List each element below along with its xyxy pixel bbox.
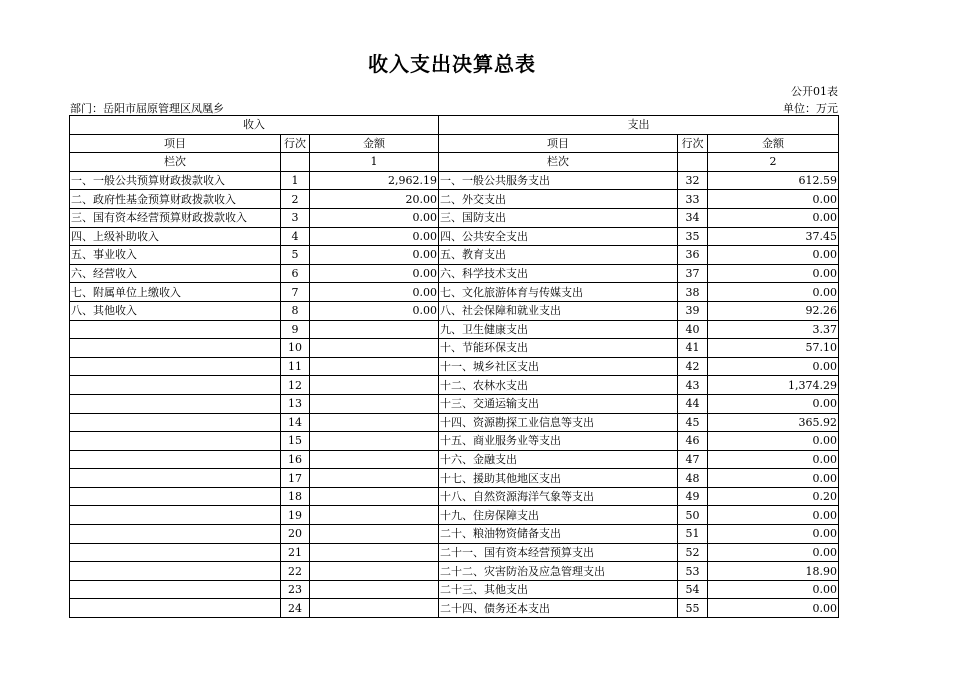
income-row-no-cell: 10 [281, 339, 310, 358]
expense-row-no-cell: 37 [678, 264, 708, 283]
expense-amount-cell: 365.92 [708, 413, 839, 432]
expense-amount-cell: 0.00 [708, 190, 839, 209]
expense-column-label: 栏次 [439, 153, 678, 172]
expense-item-cell: 五、教育支出 [439, 246, 678, 265]
expense-item-cell: 九、卫生健康支出 [439, 320, 678, 339]
income-item-cell [70, 413, 281, 432]
expense-row-no-cell: 35 [678, 227, 708, 246]
expense-item-cell: 十二、农林水支出 [439, 376, 678, 395]
income-item-cell: 七、附属单位上缴收入 [70, 283, 281, 302]
income-row-no-cell: 16 [281, 450, 310, 469]
income-amount-cell [310, 357, 439, 376]
income-amount-cell: 2,962.19 [310, 171, 439, 190]
expense-item-cell: 十八、自然资源海洋气象等支出 [439, 487, 678, 506]
income-row-no-cell: 7 [281, 283, 310, 302]
income-item-cell [70, 487, 281, 506]
income-item-cell [70, 580, 281, 599]
expense-amount-cell: 0.00 [708, 543, 839, 562]
income-row-no-cell: 8 [281, 301, 310, 320]
income-item-cell: 三、国有资本经营预算财政拨款收入 [70, 208, 281, 227]
expense-row-no-cell: 55 [678, 599, 708, 618]
table-row [70, 562, 839, 581]
table-row [70, 339, 839, 358]
income-amount-cell [310, 469, 439, 488]
expense-amount-cell: 92.26 [708, 301, 839, 320]
expense-row-no-cell: 38 [678, 283, 708, 302]
income-item-cell [70, 506, 281, 525]
table-row [70, 506, 839, 525]
expense-row-no-cell: 32 [678, 171, 708, 190]
unit-label: 单位：万元 [783, 102, 838, 115]
income-row-no-cell: 17 [281, 469, 310, 488]
income-item-cell [70, 562, 281, 581]
income-row-no-cell: 2 [281, 190, 310, 209]
income-row-no-cell: 1 [281, 171, 310, 190]
expense-column-number: 2 [708, 153, 839, 172]
expense-item-cell: 十七、援助其他地区支出 [439, 469, 678, 488]
income-item-cell: 四、上级补助收入 [70, 227, 281, 246]
expense-row-no-cell: 33 [678, 190, 708, 209]
table-row [70, 246, 839, 265]
income-amount-cell [310, 320, 439, 339]
table-row [70, 357, 839, 376]
expense-row-no-cell: 51 [678, 525, 708, 544]
expense-item-cell: 六、科学技术支出 [439, 264, 678, 283]
expense-amount-cell: 0.00 [708, 525, 839, 544]
expense-row-no-cell: 43 [678, 376, 708, 395]
income-item-cell: 一、一般公共预算财政拨款收入 [70, 171, 281, 190]
income-item-cell [70, 320, 281, 339]
column-number-row [70, 153, 839, 172]
income-item-cell [70, 339, 281, 358]
income-item-cell [70, 432, 281, 451]
expense-amount-cell: 0.00 [708, 264, 839, 283]
expense-row-no-cell: 48 [678, 469, 708, 488]
income-amount-cell [310, 376, 439, 395]
expense-row-no-cell: 45 [678, 413, 708, 432]
income-row-no-cell: 15 [281, 432, 310, 451]
income-amount-cell [310, 525, 439, 544]
income-row-no-header: 行次 [281, 134, 310, 153]
income-item-cell [70, 469, 281, 488]
expense-item-cell: 二十、粮油物资储备支出 [439, 525, 678, 544]
table-row [70, 283, 839, 302]
expense-item-cell: 二十二、灾害防治及应急管理支出 [439, 562, 678, 581]
income-amount-cell [310, 580, 439, 599]
income-item-cell: 五、事业收入 [70, 246, 281, 265]
expense-amount-cell: 3.37 [708, 320, 839, 339]
income-amount-cell [310, 339, 439, 358]
income-amount-cell: 0.00 [310, 227, 439, 246]
expense-amount-cell: 0.00 [708, 432, 839, 451]
income-row-no-cell: 21 [281, 543, 310, 562]
income-section-header: 收入 [70, 116, 439, 135]
income-amount-cell [310, 562, 439, 581]
expense-amount-cell: 0.00 [708, 394, 839, 413]
income-amount-cell [310, 487, 439, 506]
table-row [70, 227, 839, 246]
expense-row-no-cell: 52 [678, 543, 708, 562]
expense-row-no-cell: 39 [678, 301, 708, 320]
expense-row-no-cell: 47 [678, 450, 708, 469]
income-item-cell: 八、其他收入 [70, 301, 281, 320]
form-number: 公开01表 [791, 85, 838, 98]
income-item-cell [70, 543, 281, 562]
expense-amount-cell: 57.10 [708, 339, 839, 358]
expense-column-blank [678, 153, 708, 172]
income-item-cell [70, 394, 281, 413]
table-row [70, 543, 839, 562]
income-amount-cell [310, 394, 439, 413]
income-row-no-cell: 13 [281, 394, 310, 413]
expense-item-cell: 一、一般公共服务支出 [439, 171, 678, 190]
table-row [70, 413, 839, 432]
income-item-cell [70, 450, 281, 469]
table-row [70, 487, 839, 506]
table-row [70, 208, 839, 227]
expense-section-header: 支出 [439, 116, 839, 135]
income-amount-cell: 0.00 [310, 264, 439, 283]
expense-item-cell: 十九、住房保障支出 [439, 506, 678, 525]
expense-amount-cell: 0.00 [708, 208, 839, 227]
income-row-no-cell: 23 [281, 580, 310, 599]
income-amount-cell [310, 432, 439, 451]
expense-item-cell: 二十四、债务还本支出 [439, 599, 678, 618]
income-column-label: 栏次 [70, 153, 281, 172]
expense-amount-cell: 0.00 [708, 506, 839, 525]
expense-item-cell: 三、国防支出 [439, 208, 678, 227]
income-amount-cell: 0.00 [310, 283, 439, 302]
table-row [70, 432, 839, 451]
department-label: 部门：岳阳市屈原管理区凤凰乡 [70, 102, 224, 115]
income-amount-cell [310, 450, 439, 469]
expense-amount-cell: 37.45 [708, 227, 839, 246]
expense-amount-cell: 0.00 [708, 357, 839, 376]
expense-item-cell: 十五、商业服务业等支出 [439, 432, 678, 451]
expense-amount-header: 金额 [708, 134, 839, 153]
expense-row-no-cell: 34 [678, 208, 708, 227]
expense-amount-cell: 0.00 [708, 469, 839, 488]
expense-amount-cell: 1,374.29 [708, 376, 839, 395]
page-title: 收入支出决算总表 [368, 52, 536, 76]
income-amount-cell [310, 543, 439, 562]
expense-row-no-cell: 42 [678, 357, 708, 376]
table-row [70, 599, 839, 618]
income-amount-cell: 20.00 [310, 190, 439, 209]
income-item-cell [70, 525, 281, 544]
income-amount-cell [310, 599, 439, 618]
expense-item-cell: 十一、城乡社区支出 [439, 357, 678, 376]
table-row [70, 469, 839, 488]
table-row [70, 264, 839, 283]
expense-item-cell: 十三、交通运输支出 [439, 394, 678, 413]
income-amount-cell: 0.00 [310, 246, 439, 265]
income-amount-header: 金额 [310, 134, 439, 153]
table-row [70, 190, 839, 209]
expense-item-cell: 四、公共安全支出 [439, 227, 678, 246]
expense-row-no-cell: 44 [678, 394, 708, 413]
expense-amount-cell: 0.00 [708, 599, 839, 618]
income-item-cell [70, 357, 281, 376]
expense-item-cell: 十四、资源勘探工业信息等支出 [439, 413, 678, 432]
expense-row-no-cell: 41 [678, 339, 708, 358]
income-row-no-cell: 12 [281, 376, 310, 395]
income-row-no-cell: 5 [281, 246, 310, 265]
income-amount-cell: 0.00 [310, 301, 439, 320]
expense-row-no-cell: 50 [678, 506, 708, 525]
income-item-cell [70, 376, 281, 395]
expense-amount-cell: 0.20 [708, 487, 839, 506]
income-item-cell [70, 599, 281, 618]
income-column-blank [281, 153, 310, 172]
table-row [70, 376, 839, 395]
expense-item-cell: 十、节能环保支出 [439, 339, 678, 358]
income-expense-table [69, 115, 839, 618]
expense-amount-cell: 0.00 [708, 283, 839, 302]
expense-row-no-cell: 40 [678, 320, 708, 339]
expense-item-cell: 二、外交支出 [439, 190, 678, 209]
income-row-no-cell: 18 [281, 487, 310, 506]
expense-amount-cell: 612.59 [708, 171, 839, 190]
expense-row-no-cell: 49 [678, 487, 708, 506]
expense-amount-cell: 18.90 [708, 562, 839, 581]
income-amount-cell [310, 506, 439, 525]
table-row [70, 394, 839, 413]
expense-amount-cell: 0.00 [708, 450, 839, 469]
income-item-cell: 六、经营收入 [70, 264, 281, 283]
table-row [70, 450, 839, 469]
expense-item-cell: 七、文化旅游体育与传媒支出 [439, 283, 678, 302]
table-row [70, 525, 839, 544]
section-header-row [70, 116, 839, 135]
expense-item-cell: 二十一、国有资本经营预算支出 [439, 543, 678, 562]
income-row-no-cell: 19 [281, 506, 310, 525]
expense-item-cell: 十六、金融支出 [439, 450, 678, 469]
income-row-no-cell: 20 [281, 525, 310, 544]
expense-row-no-cell: 54 [678, 580, 708, 599]
income-row-no-cell: 24 [281, 599, 310, 618]
income-item-header: 项目 [70, 134, 281, 153]
expense-item-header: 项目 [439, 134, 678, 153]
expense-row-no-header: 行次 [678, 134, 708, 153]
income-amount-cell [310, 413, 439, 432]
table-row [70, 580, 839, 599]
expense-amount-cell: 0.00 [708, 580, 839, 599]
income-amount-cell: 0.00 [310, 208, 439, 227]
expense-row-no-cell: 53 [678, 562, 708, 581]
table-row [70, 301, 839, 320]
income-row-no-cell: 6 [281, 264, 310, 283]
table-row [70, 320, 839, 339]
income-row-no-cell: 14 [281, 413, 310, 432]
income-row-no-cell: 4 [281, 227, 310, 246]
income-column-number: 1 [310, 153, 439, 172]
expense-item-cell: 二十三、其他支出 [439, 580, 678, 599]
table-row [70, 171, 839, 190]
income-row-no-cell: 3 [281, 208, 310, 227]
column-header-row [70, 134, 839, 153]
income-row-no-cell: 22 [281, 562, 310, 581]
expense-amount-cell: 0.00 [708, 246, 839, 265]
expense-row-no-cell: 46 [678, 432, 708, 451]
income-row-no-cell: 11 [281, 357, 310, 376]
expense-row-no-cell: 36 [678, 246, 708, 265]
income-item-cell: 二、政府性基金预算财政拨款收入 [70, 190, 281, 209]
income-row-no-cell: 9 [281, 320, 310, 339]
expense-item-cell: 八、社会保障和就业支出 [439, 301, 678, 320]
